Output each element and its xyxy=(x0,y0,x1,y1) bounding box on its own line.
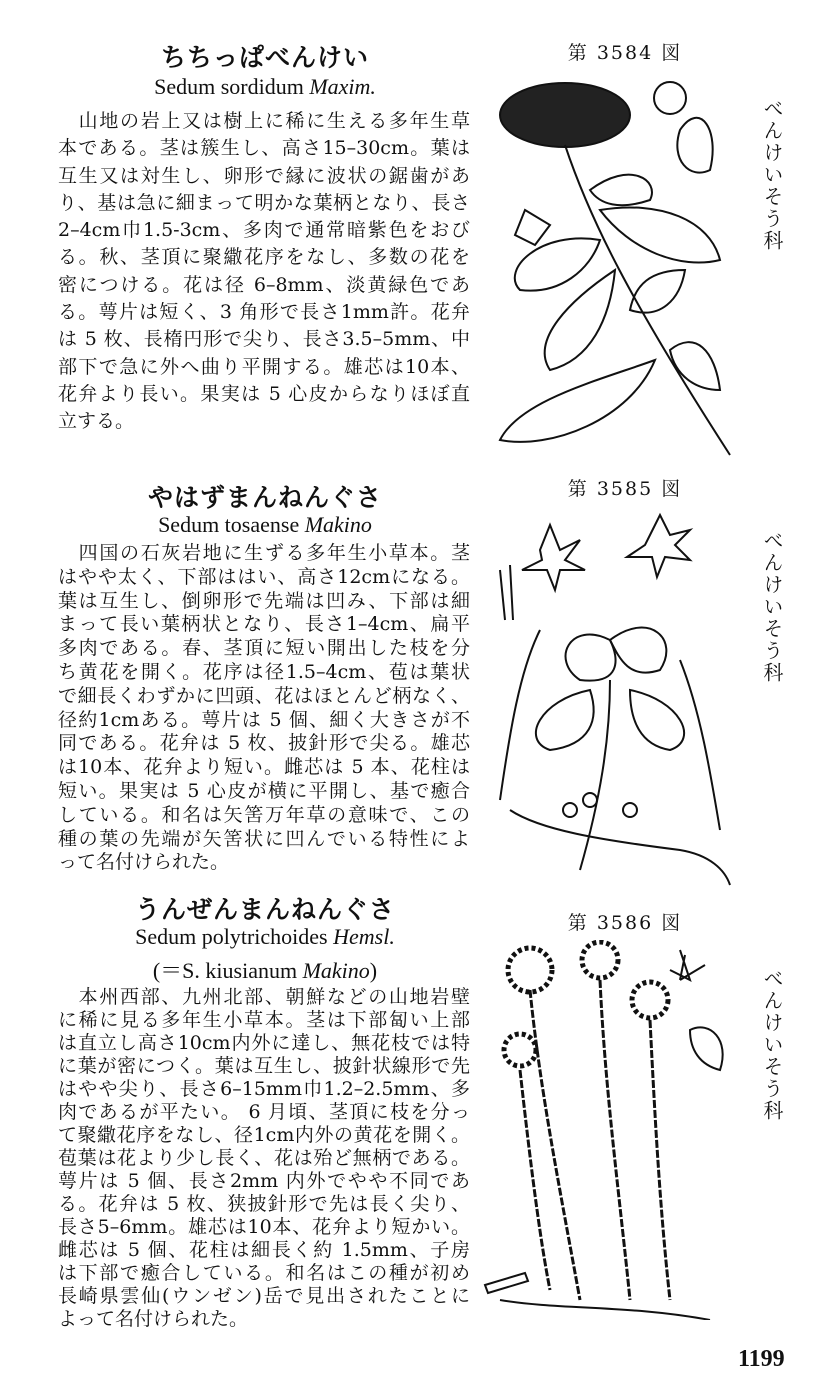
entry-3-figure-label: 第 3586 図 xyxy=(567,912,683,934)
description-line: よって名付けられた。 xyxy=(58,1308,249,1330)
description-line: る。萼片は短く、3 角形で長さ1mm許。花弁 xyxy=(58,301,470,324)
latin-species: Sedum tosaense xyxy=(158,512,300,537)
synonym-author: Makino xyxy=(302,958,370,983)
entry-2-japanese-name: やはずまんねんぐさ xyxy=(147,483,382,512)
entry-2-family-label: べんけいそう科 xyxy=(760,530,784,684)
description-line: 萼片は 5 個、長さ2mm 内外でやや不同であ xyxy=(58,1170,470,1192)
description-line: は10本、花弁より短い。雌芯は 5 本、花柱は xyxy=(58,756,470,779)
description-line: 本である。茎は簇生し、高さ15–30cm。葉は xyxy=(58,137,470,160)
description-line: 密につける。花は径 6–8mm、淡黄緑色であ xyxy=(58,273,470,296)
entry-1-family-label: べんけいそう科 xyxy=(760,98,784,252)
description-line: 同である。花弁は 5 枚、披針形で尖る。雄芯 xyxy=(58,732,470,755)
entry-2-figure-label: 第 3585 図 xyxy=(567,478,683,500)
description-line: は下部で癒合している。和名はこの種が初め xyxy=(58,1262,470,1284)
description-line: で細長くわずかに凹頭、花はほとんど柄なく、 xyxy=(58,684,470,707)
description-line: 花弁より長い。果実は 5 心皮からなりほぼ直 xyxy=(58,382,470,405)
entry-3-plant-illustration xyxy=(480,940,760,1320)
latin-author: Makino xyxy=(304,512,372,537)
description-line: している。和名は矢筈万年草の意味で、この xyxy=(58,803,470,826)
description-line: 多肉である。春、茎頂に短い開出した枝を分 xyxy=(58,637,470,660)
synonym-close: ) xyxy=(369,958,378,983)
description-line: る。花弁は 5 枚、狭披針形で先は長く尖り、 xyxy=(58,1193,470,1215)
latin-species: Sedum sordidum xyxy=(154,74,304,99)
page-number: 1199 xyxy=(738,1346,785,1372)
description-line: 葉は互生し、倒卵形で先端は凹み、下部は細 xyxy=(58,589,470,612)
entry-2-plant-illustration xyxy=(480,510,740,890)
entry-1-plant-illustration xyxy=(480,70,740,460)
entry-1-latin-name xyxy=(60,74,470,100)
entry-1-description xyxy=(58,108,470,436)
entry-3-synonym xyxy=(60,954,470,985)
description-line: 苞葉は花より少し長く、花は殆ど無柄である。 xyxy=(58,1147,470,1169)
description-line: 種の葉の先端が矢筈状に凹んでいる特性によ xyxy=(58,827,470,850)
description-line: まって長い葉柄状となり、長さ1–4cm、扁平 xyxy=(58,613,470,636)
entry-1-figure-label: 第 3584 図 xyxy=(567,42,683,64)
description-line: 径約1cmある。萼片は 5 個、細く大きさが不 xyxy=(58,708,470,731)
entry-2-description xyxy=(58,542,470,875)
entry-3-latin-name xyxy=(60,924,470,950)
description-line: 山地の岩上又は樹上に稀に生える多年生草 xyxy=(58,110,470,132)
entry-3-family-label: べんけいそう科 xyxy=(760,968,784,1122)
description-line: 立する。 xyxy=(58,410,135,433)
description-line: 長さ5–6mm。雄芯は10本、花弁より短かい。 xyxy=(58,1216,470,1238)
description-line: 部下で急に外へ曲り平開する。雄芯は10本、 xyxy=(58,355,470,378)
latin-author: Hemsl. xyxy=(333,924,395,949)
description-line: 長崎県雲仙(ウンゼン)岳で見出されたことに xyxy=(58,1285,470,1307)
description-line: り、基は急に細まって明かな葉柄となり、長さ xyxy=(58,191,470,214)
description-line: って名付けられた。 xyxy=(58,851,230,874)
entry-2-latin-name xyxy=(60,512,470,538)
description-line: 肉であるが平たい。 6 月頃、茎頂に枝を分っ xyxy=(58,1101,470,1123)
entry-3-description xyxy=(58,986,470,1331)
latin-author: Maxim. xyxy=(309,74,376,99)
description-line: ち黄花を開く。花序は径1.5–4cm、苞は葉状 xyxy=(58,660,470,683)
description-line: に葉が密につく。葉は互生し、披針状線形で先 xyxy=(58,1055,470,1077)
entry-1-japanese-name: ちちっぱべんけい xyxy=(160,43,369,72)
description-line: 互生又は対生し、卵形で縁に波状の鋸歯があ xyxy=(58,164,470,187)
description-line: 雌芯は 5 個、花柱は細長く約 1.5mm、子房 xyxy=(58,1239,470,1261)
description-line: に稀に見る多年生小草本。茎は下部匐い上部 xyxy=(58,1009,470,1031)
entry-3-japanese-name: うんぜんまんねんぐさ xyxy=(134,895,395,924)
description-line: 四国の石灰岩地に生ずる多年生小草本。茎 xyxy=(58,542,470,564)
synonym-species: (＝S. kiusianum xyxy=(152,958,298,983)
description-line: はやや太く、下部ははい、高さ12cmになる。 xyxy=(58,565,470,588)
description-line: 2–4cm巾1.5-3cm、多肉で通常暗紫色をおび xyxy=(58,219,470,242)
description-line: 本州西部、九州北部、朝鮮などの山地岩壁 xyxy=(58,986,470,1008)
description-line: る。秋、茎頂に聚繖花序をなし、多数の花を xyxy=(58,246,470,269)
latin-species: Sedum polytrichoides xyxy=(135,924,328,949)
description-line: はやや尖り、長さ6–15mm巾1.2–2.5mm、多 xyxy=(58,1078,470,1100)
description-line: 短い。果実は 5 心皮が横に平開し、基で癒合 xyxy=(58,779,470,802)
description-line: は 5 枚、長楕円形で尖り、長さ3.5–5mm、中 xyxy=(58,328,470,351)
description-line: は直立し高さ10cm内外に達し、無花枝では特 xyxy=(58,1032,470,1054)
description-line: て聚繖花序をなし、径1cm内外の黄花を開く。 xyxy=(58,1124,470,1146)
